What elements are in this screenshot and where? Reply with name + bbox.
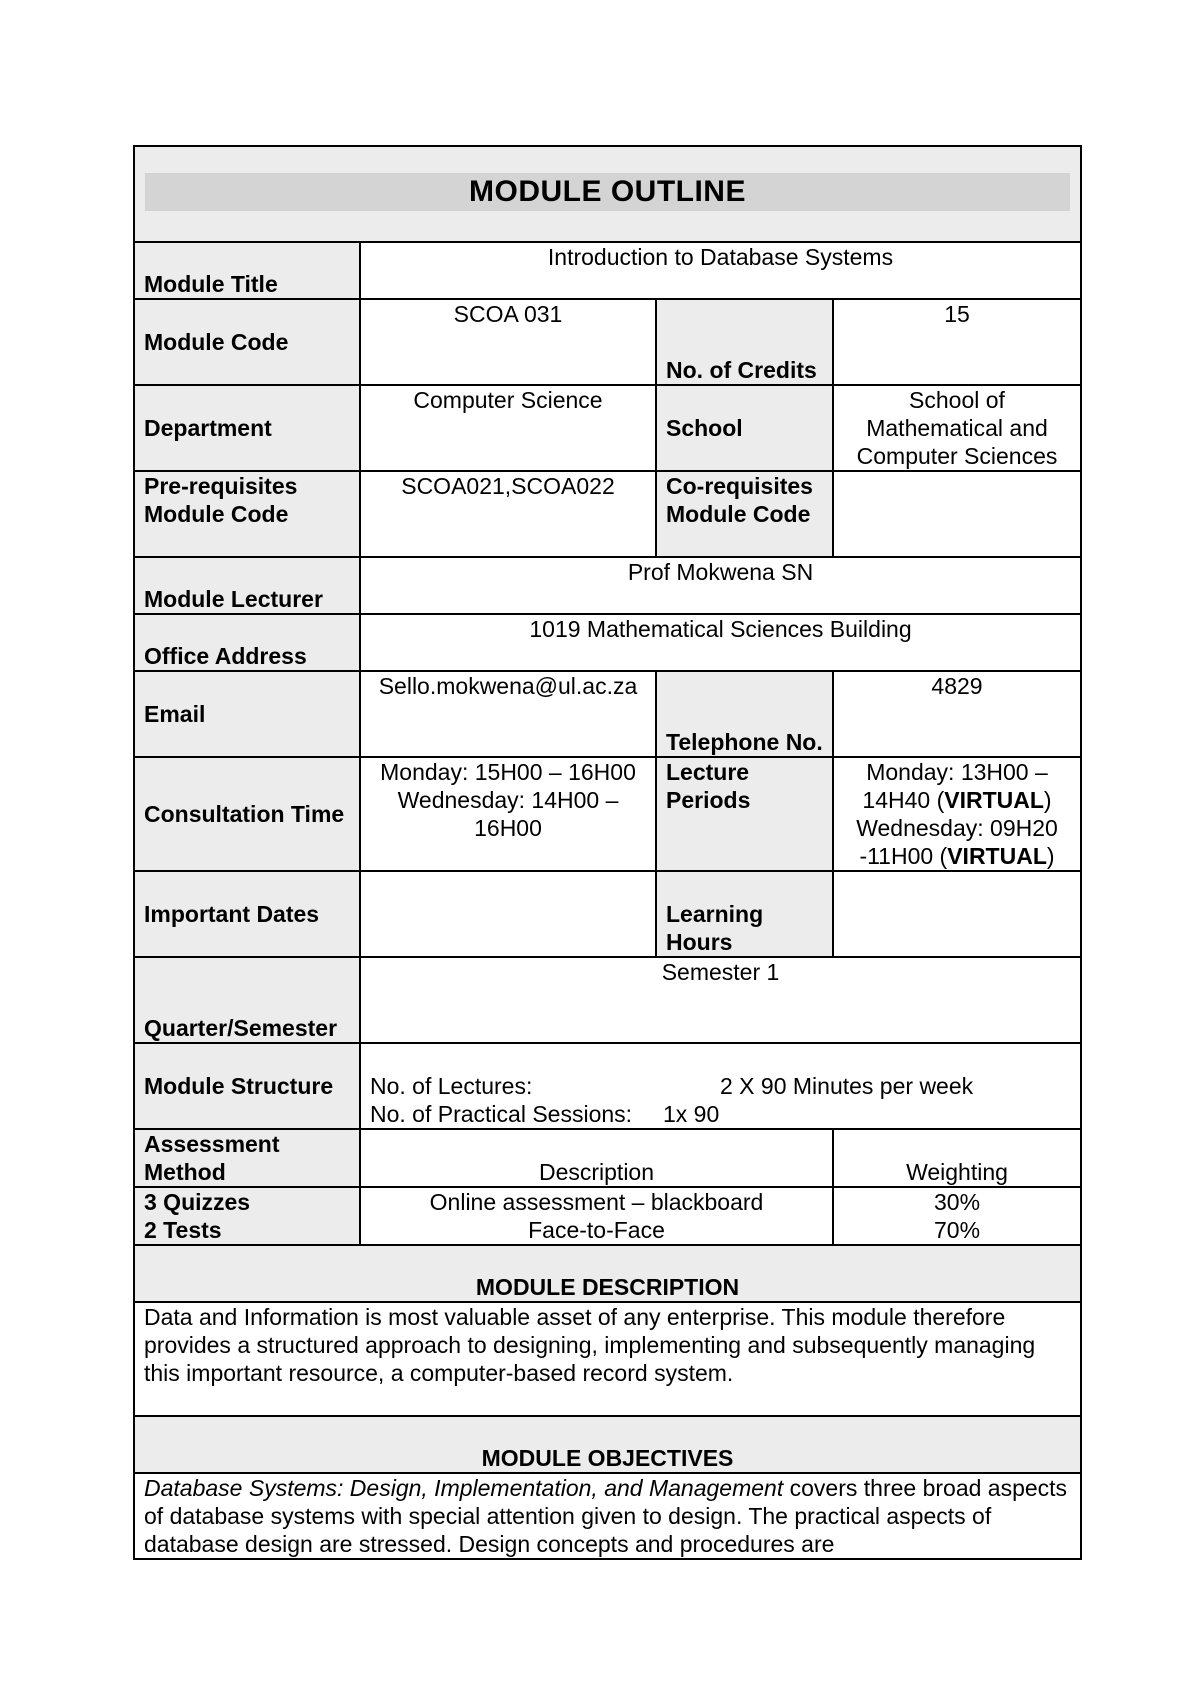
- semester-value: Semester 1: [360, 957, 1081, 1043]
- structure-value: [360, 1043, 1081, 1129]
- description-heading: MODULE DESCRIPTION: [134, 1245, 1081, 1302]
- prerequisites-value: SCOA021,SCOA022: [360, 471, 656, 557]
- consultation-line-1: Monday: 15H00 – 16H00: [380, 759, 636, 785]
- department-label: Department: [134, 385, 360, 471]
- learning-hours-label: Learning Hours: [656, 871, 833, 957]
- important-dates-value: [360, 871, 656, 957]
- module-code-label: Module Code: [134, 299, 360, 385]
- office-value: 1019 Mathematical Sciences Building: [360, 614, 1081, 671]
- module-title-label: Module Title: [134, 242, 360, 299]
- description-header: Description: [360, 1129, 833, 1187]
- lecture-period-2-close: ): [1046, 843, 1055, 869]
- lectures-value: 2 X 90 Minutes per week: [720, 1073, 974, 1099]
- lecturer-label: Module Lecturer: [134, 557, 360, 614]
- lecture-periods-value: [833, 757, 1081, 871]
- credits-label: No. of Credits: [656, 299, 833, 385]
- assessment-description: Face-to-Face: [528, 1217, 665, 1243]
- practicals-value: 1x 90: [663, 1101, 720, 1127]
- assessment-method: 2 Tests: [144, 1217, 222, 1243]
- school-label: School: [656, 385, 833, 471]
- email-value: Sello.mokwena@ul.ac.za: [360, 671, 656, 757]
- lecture-period-2-text: Wednesday: 09H20 -11H00 (: [856, 815, 1058, 869]
- lecture-period-1-mode: VIRTUAL: [944, 787, 1044, 813]
- lecture-period-2-mode: VIRTUAL: [947, 843, 1047, 869]
- consultation-value: [360, 757, 656, 871]
- corequisites-value: [833, 471, 1081, 557]
- assessment-description: Online assessment – blackboard: [429, 1189, 764, 1215]
- assessment-method: 3 Quizzes: [144, 1189, 251, 1215]
- learning-hours-value: [833, 871, 1081, 957]
- assessment-weightings: [833, 1187, 1081, 1245]
- module-outline-table: [133, 145, 1082, 1560]
- module-title-value: Introduction to Database Systems: [360, 242, 1081, 299]
- title-cell: [134, 146, 1081, 242]
- description-text: Data and Information is most valuable asset of any enterprise. This module therefore provides a structured approach to designing, implementing and subsequently managing this important resource, a computer-based record system.: [134, 1302, 1081, 1416]
- department-value: Computer Science: [360, 385, 656, 471]
- objectives-text: [134, 1473, 1081, 1559]
- assessment-weighting: 30%: [933, 1189, 981, 1215]
- lecture-period-1-close: ): [1043, 787, 1052, 813]
- credits-value: 15: [833, 299, 1081, 385]
- assessment-label: Assessment Method: [134, 1129, 360, 1187]
- assessment-descriptions: [360, 1187, 833, 1245]
- objectives-heading: MODULE OBJECTIVES: [134, 1416, 1081, 1473]
- lectures-label: No. of Lectures:: [370, 1073, 533, 1099]
- lecture-period-1-text: Monday: 13H00 – 14H40 (: [862, 759, 1048, 813]
- assessment-weighting: 70%: [933, 1217, 981, 1243]
- office-label: Office Address: [134, 614, 360, 671]
- structure-label: Module Structure: [134, 1043, 360, 1129]
- corequisites-label: Co-requisites Module Code: [656, 471, 833, 557]
- consultation-line-2: Wednesday: 14H00 – 16H00: [397, 787, 619, 841]
- weighting-header: Weighting: [833, 1129, 1081, 1187]
- lecture-periods-label: Lecture Periods: [656, 757, 833, 871]
- practicals-label: No. of Practical Sessions:: [370, 1101, 633, 1127]
- assessment-methods: [134, 1187, 360, 1245]
- email-label: Email: [134, 671, 360, 757]
- telephone-label: Telephone No.: [656, 671, 833, 757]
- objectives-body: covers three broad aspects of database systems with special attention given to design. The practical aspects of database design are stressed. Design concepts and procedures are: [144, 1475, 1068, 1557]
- prerequisites-label: Pre-requisites Module Code: [134, 471, 360, 557]
- module-code-value: SCOA 031: [360, 299, 656, 385]
- lecturer-value: Prof Mokwena SN: [360, 557, 1081, 614]
- consultation-label: Consultation Time: [134, 757, 360, 871]
- telephone-value: 4829: [833, 671, 1081, 757]
- page-title: MODULE OUTLINE: [145, 173, 1070, 211]
- objectives-book-title: Database Systems: Design, Implementation, and Management: [144, 1475, 784, 1501]
- important-dates-label: Important Dates: [134, 871, 360, 957]
- semester-label: Quarter/Semester: [134, 957, 360, 1043]
- school-value: School of Mathematical and Computer Sciences: [833, 385, 1081, 471]
